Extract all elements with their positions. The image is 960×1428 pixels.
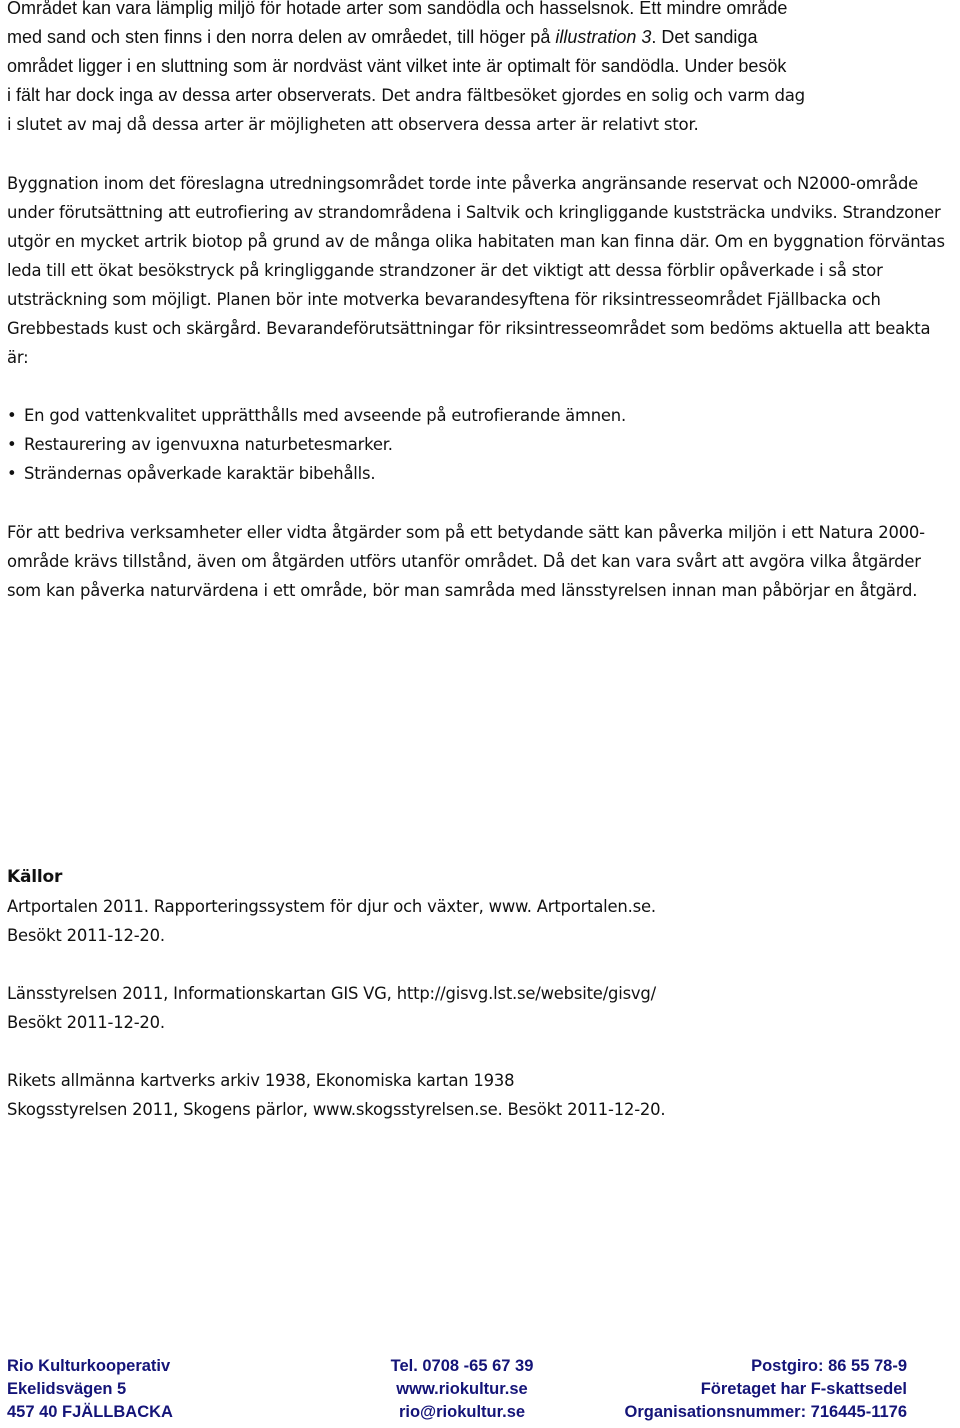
footer-company-info: [625, 1355, 907, 1424]
source-line: Skogsstyrelsen 2011, Skogens pärlor, www.skogsstyrelsen.se. Besökt 2011-12-20.: [7, 1100, 666, 1119]
source-line: Besökt 2011-12-20.: [7, 926, 165, 945]
paragraph-byggnation: Byggnation inom det föreslagna utredningsområdet torde inte påverka angränsande reservat och N2000-område under förutsättning att eutrofiering av strandområdena i Saltvik och kringliggande kuststräcka undviks. Strandzoner utgör en mycket artrik biotop på grund av de många olika habitaten man kan finna där. Om en byggnation förväntas leda till ett ökat besökstryck på kringliggande strandzoner är det viktigt att dessa förblir opåverkade i så stor utsträckning som möjligt. Planen bör inte motverka bevarandesyftena för riksintresseområdet Fjällbacka och Grebbestads kust och skärgård. Bevarandeförutsättningar för riksintresseområdet som bedöms aktuella att beakta är:: [7, 174, 945, 367]
intro-line-2b: . Det sandiga: [651, 27, 758, 47]
sources-section: [7, 863, 955, 1124]
bullet-list: [7, 401, 626, 488]
intro-line-3: området ligger i en sluttning som är nordväst vänt vilket inte är optimalt för sandödla. Under besök: [7, 56, 787, 76]
paragraph-natura2000: För att bedriva verksamheter eller vidta åtgärder som på ett betydande sätt kan påverka miljön i ett Natura 2000-område krävs tillstånd, även om åtgärden utförs utanför området. Då det kan vara svårt att avgöra vilka åtgärder som kan påverka naturvärdena i ett område, bör man samråda med länsstyrelsen innan man påbörjar en åtgärd.: [7, 523, 925, 600]
intro-line-1: Området kan vara lämplig miljö för hotade arter som sandödla och hasselsnok. Ett mindre område: [7, 0, 788, 18]
intro-paragraph: [7, 0, 955, 139]
list-item: • Restaurering av igenvuxna naturbetesmarker.: [7, 430, 626, 459]
illustration-reference: illustration 3: [555, 27, 652, 47]
intro-line-5: i slutet av maj då dessa arter är möjligheten att observera dessa arter är relativt stor.: [7, 115, 699, 134]
source-line: Artportalen 2011. Rapporteringssystem för djur och växter, www. Artportalen.se.: [7, 897, 656, 916]
footer-email-link[interactable]: rio@riokultur.se: [398, 1403, 526, 1421]
list-item: • En god vattenkvalitet upprätthålls med avseende på eutrofierande ämnen.: [7, 401, 626, 430]
intro-line-4: i fält har dock inga av dessa arter observerats.: [7, 85, 377, 105]
footer-contact: [372, 1355, 552, 1424]
footer-web-link[interactable]: www.riokultur.se: [396, 1380, 528, 1398]
footer-tax: Företaget har F-skattsedel: [700, 1380, 907, 1398]
sources-heading: Källor: [7, 867, 63, 887]
source-line: Länsstyrelsen 2011, Informationskartan GIS VG, http://gisvg.lst.se/website/gisvg/: [7, 984, 656, 1003]
source-line: Rikets allmänna kartverks arkiv 1938, Ekonomiska kartan 1938: [7, 1071, 515, 1090]
bullet-icon: •: [7, 464, 17, 483]
footer-org-number: Organisationsnummer: 716445-1176: [624, 1403, 907, 1421]
footer-city: 457 40 FJÄLLBACKA: [7, 1403, 173, 1421]
intro-line-2a: med sand och sten finns i den norra delen av områedet, till höger på: [7, 27, 556, 47]
bullet-icon: •: [7, 406, 17, 425]
footer-street: Ekelidsvägen 5: [7, 1380, 127, 1398]
source-line: Besökt 2011-12-20.: [7, 1013, 165, 1032]
bullet-icon: •: [7, 435, 17, 454]
list-item: • Strändernas opåverkade karaktär bibehålls.: [7, 459, 626, 488]
spacer: [7, 950, 955, 979]
footer-phone: Tel. 0708 -65 67 39: [390, 1357, 534, 1375]
footer-postgiro: Postgiro: 86 55 78-9: [751, 1357, 907, 1375]
spacer: [7, 1037, 955, 1066]
footer-org-name: Rio Kulturkooperativ: [7, 1357, 171, 1375]
footer-address: [7, 1355, 173, 1424]
intro-line-4-cont: Det andra fältbesöket gjordes en solig och varm dag: [376, 86, 805, 105]
